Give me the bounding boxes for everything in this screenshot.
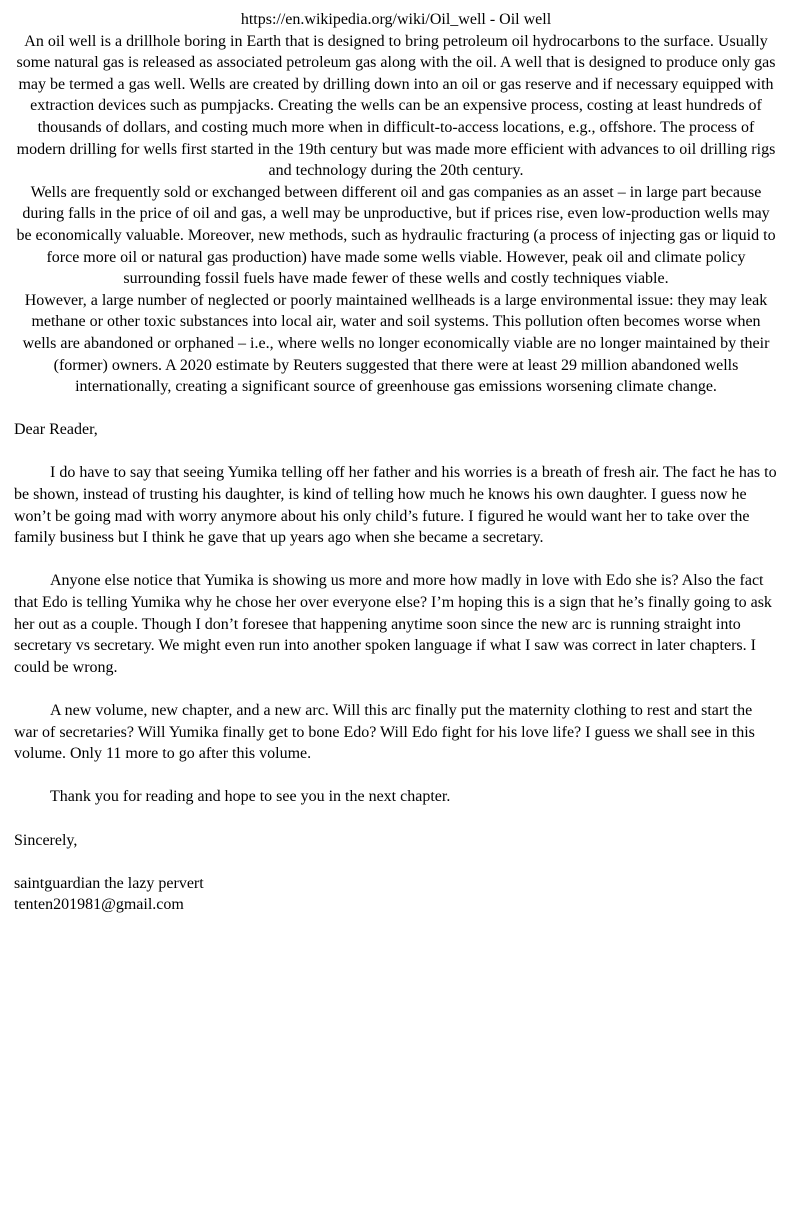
excerpt-paragraph-3: However, a large number of neglected or poorly maintained wellheads is a large environmental issue: they may leak methane or other toxic substances into local air, water and soil systems. This pollution often becomes worse when wells are abandoned or orphaned – i.e., where wells no longer economically viable are no longer maintained by their (former) owners. A 2020 estimate by Reuters suggested that there were at least 29 million abandoned wells internationally, creating a significant source of greenhouse gas emissions worsening climate change.	[22, 291, 770, 396]
letter	[14, 419, 778, 916]
letter-paragraph-1: I do have to say that seeing Yumika telling off her father and his worries is a breath of fresh air. The fact he has to be shown, instead of trusting his daughter, is kind of telling how much he knows his own daughter. I guess now he won’t be going mad with worry anymore about his only child’s future. I figured he would want her to take over the family business but I think he gave that up years ago when she became a secretary.	[14, 464, 777, 547]
signature-name: saintguardian the lazy pervert	[14, 874, 204, 892]
letter-closing: Sincerely,	[14, 831, 78, 849]
letter-paragraph-3: A new volume, new chapter, and a new arc. Will this arc finally put the maternity clothing to rest and start the war of secretaries? Will Yumika finally get to bone Edo? Will Edo fight for his love life? I guess we shall see in this volume. Only 11 more to go after this volume.	[14, 702, 755, 763]
letter-paragraph-2: Anyone else notice that Yumika is showing us more and more how madly in love with Edo she is? Also the fact that Edo is telling Yumika why he chose her over everyone else? I’m hoping this is a sign that he’s finally going to ask her out as a couple. Though I don’t foresee that happening anytime soon since the new arc is running straight into secretary vs secretary. We might even run into another spoken language if what I saw was correct in later chapters. I could be wrong.	[14, 572, 772, 676]
letter-salutation: Dear Reader,	[14, 421, 98, 439]
source-line: https://en.wikipedia.org/wiki/Oil_well - Oil well	[240, 11, 552, 28]
article-excerpt	[14, 9, 778, 398]
excerpt-paragraph-2: Wells are frequently sold or exchanged between different oil and gas companies as an asset – in large part because during falls in the price of oil and gas, a well may be unproductive, but if prices rise, even low-production wells may be economically valuable. Moreover, new methods, such as hydraulic fracturing (a process of injecting gas or liquid to force more oil or natural gas production) have made some wells viable. However, peak oil and climate policy surrounding fossil fuels have made fewer of these wells and costly techniques viable.	[16, 183, 776, 288]
signature-email: tenten201981@gmail.com	[14, 896, 184, 914]
letter-paragraph-4: Thank you for reading and hope to see you in the next chapter.	[50, 788, 451, 806]
excerpt-paragraph-1: An oil well is a drillhole boring in Earth that is designed to bring petroleum oil hydrocarbons to the surface. Usually some natural gas is released as associated petroleum gas along with the oil. A well that is designed to produce only gas may be termed a gas well. Wells are created by drilling down into an oil or gas reserve and if necessary equipped with extraction devices such as pumpjacks. Creating the wells can be an expensive process, costing at least hundreds of thousands of dollars, and costing much more when in difficult-to-access locations, e.g., offshore. The process of modern drilling for wells first started in the 19th century but was made more efficient with advances to oil drilling rigs and technology during the 20th century.	[16, 32, 776, 180]
